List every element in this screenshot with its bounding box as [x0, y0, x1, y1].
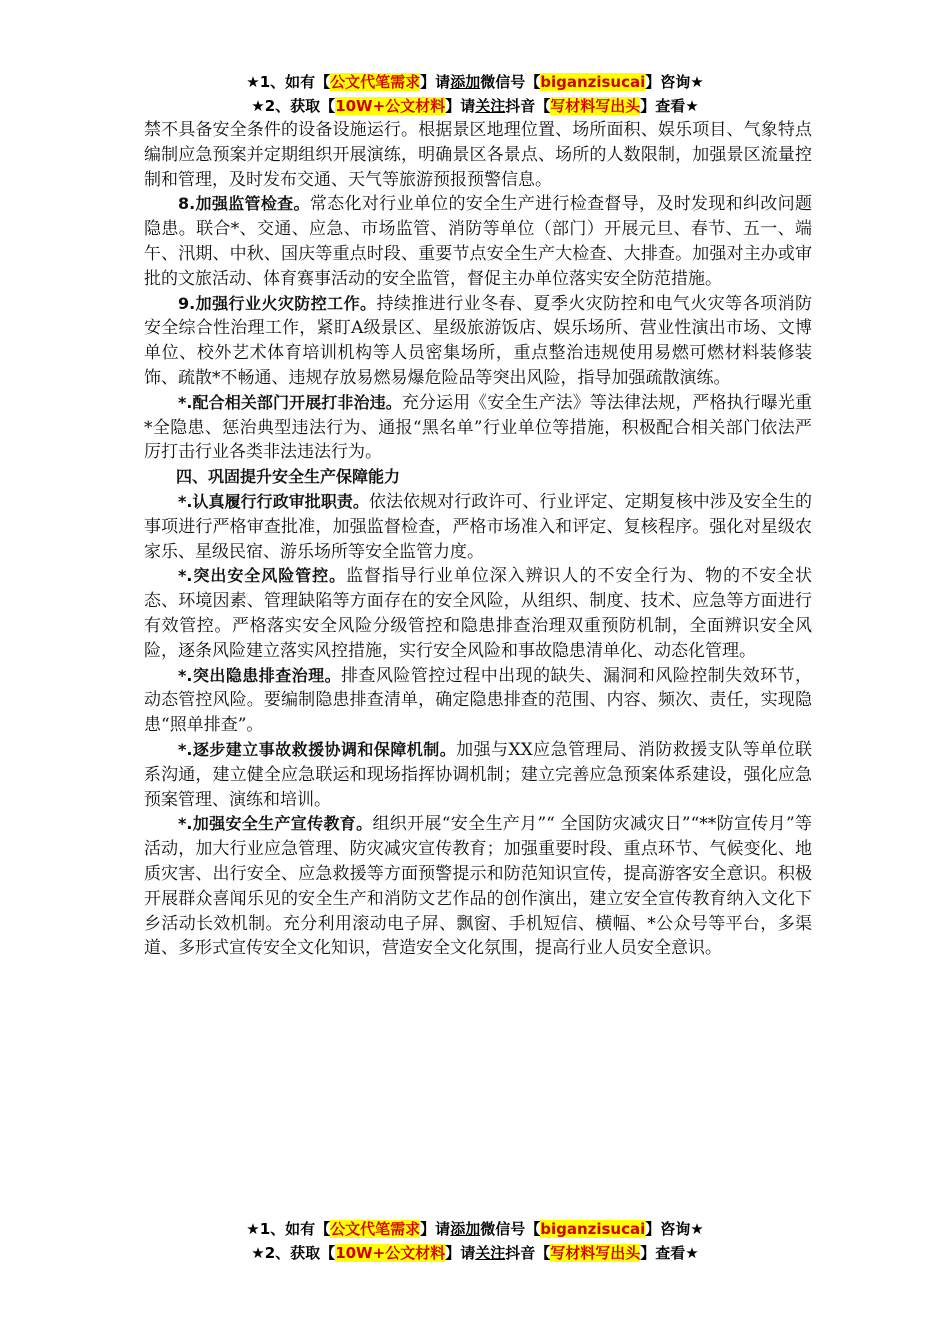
paragraph-text: 持续推进行业冬春、夏季火灾防控和电气火灾等各项消防安全综合性治理工作，紧盯A级景区、星级旅游饭店、娱乐场所、营业性演出市场、文博单位、校外艺术体育培训机构等人员密集场所，重点整治违规使用易燃可燃材料装修装饰、疏散*不畅通、违规存放易燃易爆危险品等突出风险，指导加强疏散演练。 — [144, 293, 813, 388]
paragraph-lead: *.突出安全风险管控。 — [178, 566, 347, 586]
banner-text: 】查看★ — [640, 97, 699, 115]
paragraph-lead: *.逐步建立事故救援协调和保障机制。 — [178, 739, 457, 759]
paragraph — [144, 490, 812, 564]
paragraph-lead: 8.加强监管检查。 — [178, 194, 310, 214]
section-heading: 四、巩固提升安全生产保障能力 — [176, 467, 401, 487]
banner-text: 】请 — [445, 97, 476, 115]
paragraph: 禁不具备安全条件的设备设施运行。根据景区地理位置、场所面积、娱乐项目、气象特点编制应急预案并定期组织开展演练，明确景区各景点、场所的人数限制，加强景区流量控制和管理，及时发布交通、天气等旅游预报预警信息。 — [144, 120, 812, 190]
banner-text: 】咨询★ — [645, 73, 704, 91]
document-body — [144, 118, 812, 961]
banner-underline: 关注 — [475, 97, 506, 115]
banner-text: 】请 — [445, 1244, 476, 1262]
banner-text: ★2、获取【 — [251, 97, 336, 115]
banner-highlight: 公文代笔需求 — [330, 1220, 421, 1238]
banner-underline: 添加 — [450, 1220, 481, 1238]
paragraph — [144, 664, 812, 738]
banner-text: ★1、如有【 — [246, 1220, 331, 1238]
paragraph-lead: *.加强安全生产宣传教育。 — [178, 814, 373, 834]
paragraph-lead: *.认真履行行政审批职责。 — [178, 491, 369, 511]
footer-banner-line-1 — [0, 1217, 950, 1241]
banner-text: 抖音【 — [505, 1244, 551, 1262]
banner-underline: 关注 — [475, 1244, 506, 1262]
footer-banner-line-2 — [0, 1241, 950, 1265]
paragraph-text: 监督指导行业单位深入辨识人的不安全行为、物的不安全状态、环境因素、管理缺陷等方面存在的安全风险，从组织、制度、技术、应急等方面进行有效管控。严格落实安全风险分级管控和隐患排查治理双重预防机制，全面辨识安全风险，逐条风险建立落实风控措施，实行安全风险和事故隐患清单化、动态化管理。 — [144, 566, 812, 661]
header-banner-line-2 — [0, 94, 950, 118]
paragraph — [144, 812, 812, 961]
paragraph — [144, 192, 812, 291]
banner-highlight: biganzisucai — [540, 73, 646, 91]
banner-highlight: biganzisucai — [540, 1220, 646, 1238]
banner-highlight: 10W+公文材料 — [335, 97, 446, 115]
paragraph-text: 组织开展“安全生产月”“ 全国防灾减灾日”“**防宣传月”等活动，加大行业应急管理、防灾减灾宣传教育；加强重要时段、重点环节、气候变化、地质灾害、出行安全、应急救援等方面预警提示和防范知识宣传，提高游客安全意识。积极开展群众喜闻乐见的安全生产和消防文艺作品的创作演出，建立安全宣传教育纳入文化下乡活动长效机制。充分利用滚动电子屏、飘窗、手机短信、横幅、*公众号等平台，多渠道、多形式宣传安全文化知识，营造安全文化氛围，提高行业人员安全意识。 — [144, 814, 812, 959]
banner-text: 】请 — [420, 73, 451, 91]
paragraph — [144, 738, 812, 812]
banner-text: 微信号【 — [480, 73, 541, 91]
paragraph-text: 加强与XX应急管理局、消防救援支队等单位联系沟通，建立健全应急联运和现场指挥协调机制；建立完善应急预案体系建设，强化应急预案管理、演练和培训。 — [144, 739, 812, 810]
paragraph-text: 依法依规对行政许可、行业评定、定期复核中涉及安全生的事项进行严格审查批准，加强监督检查，严格市场准入和评定、复核程序。强化对星级农家乐、星级民宿、游乐场所等安全监管力度。 — [144, 491, 812, 562]
banner-text: ★2、获取【 — [251, 1244, 336, 1262]
banner-highlight: 写材料写出头 — [550, 1244, 641, 1262]
footer-banner — [0, 1217, 950, 1265]
header-banner-line-1 — [0, 70, 950, 94]
banner-highlight: 10W+公文材料 — [335, 1244, 446, 1262]
paragraph-text: 充分运用《安全生产法》等法律法规，严格执行曝光重*全隐患、惩治典型违法行为、通报“黑名单”行业单位等措施，积极配合相关部门依法严厉打击行业各类非法违法行为。 — [144, 392, 813, 463]
banner-highlight: 写材料写出头 — [550, 97, 641, 115]
banner-text: 】咨询★ — [645, 1220, 704, 1238]
banner-text: 】查看★ — [640, 1244, 699, 1262]
banner-text: ★1、如有【 — [246, 73, 331, 91]
paragraph-text: 排查风险管控过程中出现的缺失、漏洞和风险控制失效环节，动态管控风险。要编制隐患排查清单，确定隐患排查的范围、内容、频次、责任，实现隐患“照单排查”。 — [144, 665, 812, 736]
banner-text: 微信号【 — [480, 1220, 541, 1238]
paragraph-lead: *.配合相关部门开展打非治违。 — [178, 392, 402, 412]
paragraph — [144, 391, 812, 465]
banner-highlight: 公文代笔需求 — [330, 73, 421, 91]
banner-text: 抖音【 — [505, 97, 551, 115]
paragraph-text: 常态化对行业单位的安全生产进行检查督导，及时发现和纠改问题隐患。联合*、交通、应急、市场监管、消防等单位（部门）开展元旦、春节、五一、端午、汛期、中秋、国庆等重点时段、重要节点安全生产大检查、大排查。加强对主办或审批的文旅活动、体育赛事活动的安全监管，督促主办单位落实安全防范措施。 — [144, 194, 813, 289]
header-banner — [0, 70, 950, 118]
banner-text: 】请 — [420, 1220, 451, 1238]
paragraph — [144, 292, 812, 391]
banner-underline: 添加 — [450, 73, 481, 91]
paragraph-lead: *.突出隐患排查治理。 — [178, 665, 342, 685]
paragraph-lead: 9.加强行业火灾防控工作。 — [178, 293, 377, 313]
paragraph — [144, 564, 812, 663]
